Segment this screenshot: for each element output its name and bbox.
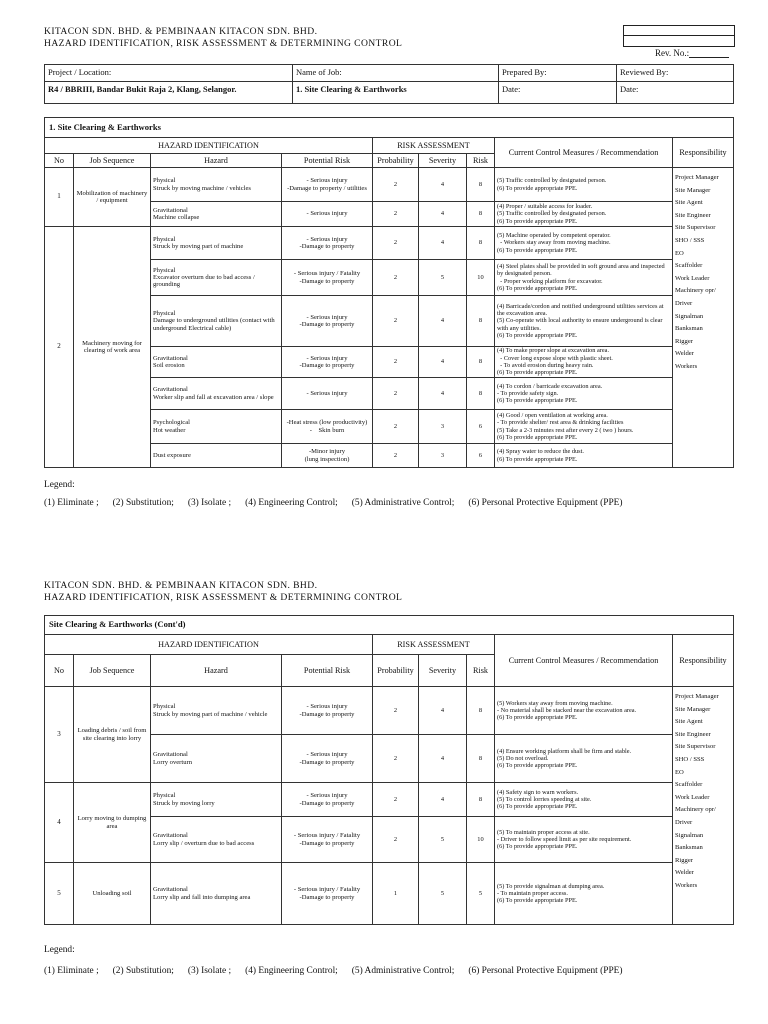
hazard-cell: Physical Struck by moving machine / vehicles (151, 168, 282, 202)
job-sequence-header: Job Sequence (74, 154, 151, 168)
reviewed-date-label: Date: (617, 82, 734, 104)
hazard-cell: Physical Damage to underground utilities (contact with underground Electrical cable) (151, 296, 282, 347)
responsibility-item: EO (675, 249, 684, 257)
risk-cell: 6 (467, 410, 495, 444)
probability-cell: 2 (373, 227, 419, 260)
project-label: Project / Location: (45, 65, 293, 82)
responsibility-list (673, 687, 734, 925)
risk-cell: 8 (467, 347, 495, 378)
probability-cell: 2 (373, 168, 419, 202)
control-measures-cell: (5) Traffic controlled by designated person. (6) To provide appropriate PPE. (495, 168, 673, 202)
severity-cell: 4 (419, 783, 467, 817)
potential-risk-header: Potential Risk (282, 655, 373, 687)
table-2-title: Site Clearing & Earthworks (Cont'd) (45, 616, 734, 635)
potential-risk-cell: - Serious injury -Damage to property (282, 783, 373, 817)
risk-cell: 8 (467, 168, 495, 202)
responsibility-item: Site Agent (675, 199, 703, 207)
control-measures-cell: (4) To cordon / barricade excavation area. - To provide safety sign. (6) To provide appropriate PPE. (495, 378, 673, 410)
potential-risk-cell: - Serious injury -Damage to property (282, 227, 373, 260)
hazard-cell: Physical Struck by moving part of machine (151, 227, 282, 260)
job-sequence: Machinery moving for clearing of work area (74, 227, 151, 468)
hazard-cell: Physical Excavator overturn due to bad access / grounding (151, 260, 282, 296)
responsibility-item: Scaffolder (675, 262, 703, 270)
table-row (45, 783, 734, 817)
control-measures-cell: (4) Barricade/cordon and notified underground utilities services at the excavation area. (5) Co-operate with local authority to ensure underground is clear with any utilities. (6) To provide appropriate PPE. (495, 296, 673, 347)
row-number: 3 (45, 687, 74, 783)
control-measures-cell: (5) To provide signalman at dumping area. - To maintain proper access. (6) To provide appropriate PPE. (495, 863, 673, 925)
potential-risk-cell: -Minor injury (lung inspection) (282, 444, 373, 468)
severity-header: Severity (419, 655, 467, 687)
control-measures-header: Current Control Measures / Recommendation (495, 138, 673, 168)
company-name: KITACON SDN. BHD. & PEMBINAAN KITACON SDN. BHD. (44, 26, 318, 37)
responsibility-item: EO (675, 768, 684, 776)
legend-item: (6) Personal Protective Equipment (PPE) (468, 966, 623, 976)
legend-items-2 (44, 966, 637, 976)
project-info-table (44, 64, 734, 104)
risk-cell: 8 (467, 202, 495, 227)
document-title-2: HAZARD IDENTIFICATION, RISK ASSESSMENT & DETERMINING CONTROL (44, 592, 403, 603)
risk-header: Risk (467, 655, 495, 687)
responsibility-item: Site Engineer (675, 211, 711, 219)
legend-items-1 (44, 498, 637, 508)
severity-cell: 4 (419, 735, 467, 783)
severity-cell: 4 (419, 202, 467, 227)
legend-item: (4) Engineering Control; (245, 498, 338, 508)
responsibility-item: Welder (675, 869, 694, 877)
responsibility-item: Site Manager (675, 705, 711, 713)
legend-item: (2) Substitution; (112, 966, 174, 976)
potential-risk-header: Potential Risk (282, 154, 373, 168)
control-measures-header: Current Control Measures / Recommendation (495, 635, 673, 687)
control-measures-cell: (4) Safety sign to warn workers. (5) To control lorries speeding at site. (6) To provide appropriate PPE. (495, 783, 673, 817)
risk-header: Risk (467, 154, 495, 168)
legend-item: (6) Personal Protective Equipment (PPE) (468, 498, 623, 508)
probability-cell: 2 (373, 378, 419, 410)
responsibility-item: Machinery opr/ (675, 287, 716, 295)
job-sequence-header: Job Sequence (74, 655, 151, 687)
prepared-by-label: Prepared By: (499, 65, 617, 82)
potential-risk-cell: - Serious injury -Damage to property (282, 296, 373, 347)
risk-assessment-header: RISK ASSESSMENT (373, 138, 495, 154)
probability-cell: 2 (373, 347, 419, 378)
job-sequence: Unloading soil (74, 863, 151, 925)
responsibility-item: Banksman (675, 844, 703, 852)
hazard-identification-header: HAZARD IDENTIFICATION (45, 635, 373, 655)
responsibility-item: Driver (675, 299, 693, 307)
revision-box (623, 25, 735, 47)
legend-title-1: Legend: (44, 480, 75, 490)
risk-cell: 6 (467, 444, 495, 468)
hazard-cell: Gravitational Soil erosion (151, 347, 282, 378)
potential-risk-cell: - Serious injury -Damage to property (282, 735, 373, 783)
severity-header: Severity (419, 154, 467, 168)
reviewed-by-label: Reviewed By: (617, 65, 734, 82)
revision-number: Rev. No.: (655, 48, 729, 58)
legend-title-2: Legend: (44, 945, 75, 955)
potential-risk-cell: - Serious injury -Damage to property / utilities (282, 168, 373, 202)
table-row (45, 863, 734, 925)
probability-cell: 2 (373, 202, 419, 227)
severity-cell: 4 (419, 378, 467, 410)
probability-cell: 2 (373, 817, 419, 863)
company-name-2: KITACON SDN. BHD. & PEMBINAAN KITACON SDN. BHD. (44, 580, 318, 591)
responsibility-item: Site Agent (675, 718, 703, 726)
responsibility-item: Site Supervisor (675, 743, 716, 751)
legend-item: (1) Eliminate ; (44, 498, 99, 508)
legend-item: (2) Substitution; (112, 498, 174, 508)
potential-risk-cell: - Serious injury (282, 202, 373, 227)
job-sequence: Loading debris / soil from site clearing into lorry (74, 687, 151, 783)
severity-cell: 4 (419, 168, 467, 202)
risk-cell: 8 (467, 783, 495, 817)
risk-table-1 (44, 117, 734, 468)
table-1-title: 1. Site Clearing & Earthworks (45, 118, 734, 138)
row-number: 2 (45, 227, 74, 468)
responsibility-header: Responsibility (673, 635, 734, 687)
control-measures-cell: (4) Proper / suitable access for loader. (5) Traffic controlled by designated person. (6) To provide appropriate PPE. (495, 202, 673, 227)
hazard-identification-header: HAZARD IDENTIFICATION (45, 138, 373, 154)
legend-item: (5) Administrative Control; (351, 966, 455, 976)
responsibility-list (673, 168, 734, 468)
no-header: No (45, 655, 74, 687)
responsibility-item: Site Supervisor (675, 224, 716, 232)
risk-assessment-header: RISK ASSESSMENT (373, 635, 495, 655)
control-measures-cell: (4) Good / open ventilation at working area. - To provide shelter/ rest area & drinking facilities (5) Take a 2-3 minutes rest after every 2 ( two ) hours. (6) To provide appropriate PPE. (495, 410, 673, 444)
hazard-cell: Physical Struck by moving lorry (151, 783, 282, 817)
severity-cell: 4 (419, 227, 467, 260)
legend-item: (3) Isolate ; (187, 966, 232, 976)
severity-cell: 5 (419, 260, 467, 296)
potential-risk-cell: -Heat stress (low productivity) - Skin burn (282, 410, 373, 444)
severity-cell: 3 (419, 444, 467, 468)
responsibility-item: Site Manager (675, 186, 711, 194)
responsibility-item: Signalman (675, 831, 704, 839)
risk-cell: 10 (467, 260, 495, 296)
legend-item: (4) Engineering Control; (245, 966, 338, 976)
responsibility-item: Site Engineer (675, 730, 711, 738)
job-value: 1. Site Clearing & Earthworks (293, 82, 499, 104)
hazard-cell: Dust exposure (151, 444, 282, 468)
control-measures-cell: (4) To make proper slope at excavation area. - Cover long expose slope with plastic sheet. - To avoid erosion during heavy rain. (6) To provide appropriate PPE. (495, 347, 673, 378)
hazard-cell: Psychological Hot weather (151, 410, 282, 444)
responsibility-item: SHO / SSS (675, 755, 705, 763)
prepared-date-label: Date: (499, 82, 617, 104)
job-label: Name of Job: (293, 65, 499, 82)
responsibility-item: Driver (675, 818, 693, 826)
responsibility-item: SHO / SSS (675, 236, 705, 244)
severity-cell: 5 (419, 863, 467, 925)
responsibility-item: Work Leader (675, 793, 710, 801)
probability-header: Probability (373, 655, 419, 687)
potential-risk-cell: - Serious injury (282, 378, 373, 410)
hazard-cell: Gravitational Lorry overturn (151, 735, 282, 783)
responsibility-item: Workers (675, 881, 698, 889)
responsibility-item: Signalman (675, 312, 704, 320)
risk-table-2 (44, 615, 734, 925)
hazard-cell: Gravitational Machine collapse (151, 202, 282, 227)
legend-item: (1) Eliminate ; (44, 966, 99, 976)
potential-risk-cell: - Serious injury / Fatality -Damage to property (282, 863, 373, 925)
risk-cell: 8 (467, 378, 495, 410)
potential-risk-cell: - Serious injury -Damage to property (282, 687, 373, 735)
risk-cell: 8 (467, 735, 495, 783)
legend-item: (5) Administrative Control; (351, 498, 455, 508)
control-measures-cell: (4) Spray water to reduce the dust. (6) To provide appropriate PPE. (495, 444, 673, 468)
probability-cell: 2 (373, 260, 419, 296)
potential-risk-cell: - Serious injury -Damage to property (282, 347, 373, 378)
responsibility-item: Scaffolder (675, 781, 703, 789)
probability-cell: 2 (373, 735, 419, 783)
risk-cell: 10 (467, 817, 495, 863)
legend-item: (3) Isolate ; (187, 498, 232, 508)
responsibility-item: Banksman (675, 325, 703, 333)
probability-cell: 2 (373, 687, 419, 735)
responsibility-item: Work Leader (675, 274, 710, 282)
severity-cell: 4 (419, 347, 467, 378)
responsibility-item: Rigger (675, 337, 693, 345)
row-number: 5 (45, 863, 74, 925)
responsibility-item: Project Manager (675, 174, 719, 181)
control-measures-cell: (4) Steel plates shall be provided in soft ground area and inspected by designated person. - Proper working platform for excavator. (6) To provide appropriate PPE. (495, 260, 673, 296)
hazard-cell: Gravitational Lorry slip and fall into dumping area (151, 863, 282, 925)
control-measures-cell: (4) Ensure working platform shall be firm and stable. (5) Do not overload. (6) To provide appropriate PPE. (495, 735, 673, 783)
severity-cell: 5 (419, 817, 467, 863)
probability-cell: 2 (373, 410, 419, 444)
hazard-header: Hazard (151, 655, 282, 687)
table-row (45, 227, 734, 260)
job-sequence: Lorry moving to dumping area (74, 783, 151, 863)
risk-cell: 5 (467, 863, 495, 925)
row-number: 4 (45, 783, 74, 863)
hazard-cell: Gravitational Lorry slip / overturn due to bad access (151, 817, 282, 863)
hazard-header: Hazard (151, 154, 282, 168)
potential-risk-cell: - Serious injury / Fatality -Damage to property (282, 817, 373, 863)
probability-cell: 2 (373, 783, 419, 817)
potential-risk-cell: - Serious injury / Fatality -Damage to property (282, 260, 373, 296)
severity-cell: 4 (419, 687, 467, 735)
responsibility-item: Welder (675, 350, 694, 358)
responsibility-header: Responsibility (673, 138, 734, 168)
hazard-cell: Physical Struck by moving part of machine / vehicle (151, 687, 282, 735)
row-number: 1 (45, 168, 74, 227)
table-row (45, 168, 734, 202)
control-measures-cell: (5) To maintain proper access at site. - Driver to follow speed limit as per site requirement. (6) To provide appropriate PPE. (495, 817, 673, 863)
probability-header: Probability (373, 154, 419, 168)
responsibility-item: Workers (675, 362, 698, 370)
risk-cell: 8 (467, 296, 495, 347)
severity-cell: 3 (419, 410, 467, 444)
responsibility-item: Project Manager (675, 693, 719, 700)
job-sequence: Mobilization of machinery / equipment (74, 168, 151, 227)
project-value: R4 / BBRIII, Bandar Bukit Raja 2, Klang, Selangor. (45, 82, 293, 104)
document-title: HAZARD IDENTIFICATION, RISK ASSESSMENT & DETERMINING CONTROL (44, 38, 403, 49)
control-measures-cell: (5) Machine operated by competent operator. - Workers stay away from moving machine. (6) To provide appropriate PPE. (495, 227, 673, 260)
hazard-cell: Gravitational Worker slip and fall at excavation area / slope (151, 378, 282, 410)
responsibility-item: Machinery opr/ (675, 806, 716, 814)
risk-cell: 8 (467, 227, 495, 260)
probability-cell: 2 (373, 444, 419, 468)
responsibility-item: Rigger (675, 856, 693, 864)
probability-cell: 1 (373, 863, 419, 925)
no-header: No (45, 154, 74, 168)
table-row (45, 687, 734, 735)
risk-cell: 8 (467, 687, 495, 735)
control-measures-cell: (5) Workers stay away from moving machine. - No material shall be stacked near the excavation area. (6) To provide appropriate PPE. (495, 687, 673, 735)
severity-cell: 4 (419, 296, 467, 347)
probability-cell: 2 (373, 296, 419, 347)
